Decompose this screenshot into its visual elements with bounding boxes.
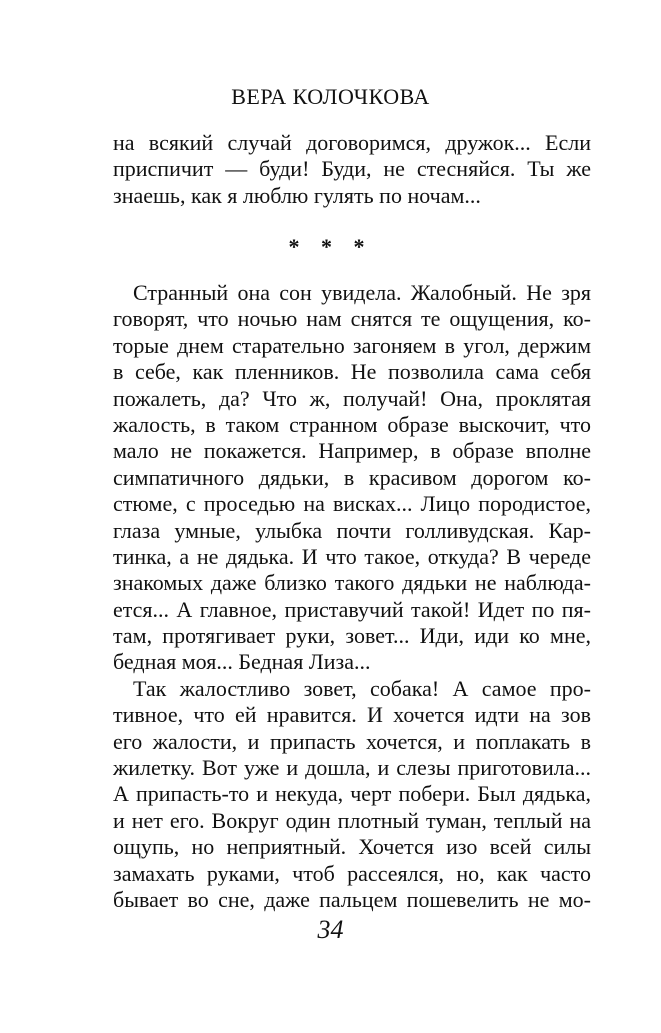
text-line: пожалеть, да? Что ж, получай! Она, проклятая xyxy=(113,385,591,411)
text-line: А припасть-то и некуда, черт побери. Был дядька, xyxy=(113,781,591,807)
text-line: бедная моя... Бедная Лиза... xyxy=(113,649,371,675)
text-line: жалость, в таком странном образе выскочит, что xyxy=(113,411,591,437)
text-line: Странный она сон увидела. Жалобный. Не зря xyxy=(133,280,591,305)
text-line: знакомых даже близко такого дядьки не наблюда- xyxy=(113,570,591,596)
body-text xyxy=(113,280,591,913)
text-line: бывает во сне, даже пальцем пошевелить не мо- xyxy=(113,886,591,912)
text-line: ощупь, но неприятный. Хочется изо всей силы xyxy=(113,834,591,860)
text-line: замахать руками, чтоб рассеялся, но, как часто xyxy=(113,860,591,886)
continued-paragraph xyxy=(113,130,591,209)
text-line: жилетку. Вот уже и дошла, и слезы приготовила... xyxy=(113,755,591,781)
section-break-asterisks: * * * xyxy=(288,234,373,259)
page-number: 34 xyxy=(317,915,344,944)
text-line: его жалости, и припасть хочется, и поплакать в xyxy=(113,728,591,754)
text-line: в себе, как пленников. Не позволила сама себя xyxy=(113,359,591,385)
text-line: глаза умные, улыбка почти голливудская. Кар- xyxy=(113,517,591,543)
text-line: и нет его. Вокруг один плотный туман, теплый на xyxy=(113,807,591,833)
text-line: приспичит — буди! Буди, не стесняйся. Ты же xyxy=(113,156,591,182)
text-line: стюме, с проседью на висках... Лицо породистое, xyxy=(113,491,591,517)
paragraph xyxy=(113,676,591,914)
text-line: мало не покажется. Например, в образе вполне xyxy=(113,438,591,464)
text-line: симпатичного дядьки, в красивом дорогом ко- xyxy=(113,464,591,490)
text-line: знаешь, как я люблю гулять по ночам... xyxy=(113,182,481,208)
text-line: ется... А главное, приставучий такой! Идет по пя- xyxy=(113,596,591,622)
text-line: торые днем старательно загоняем в угол, держим xyxy=(113,332,591,358)
text-line: тивное, что ей нравится. И хочется идти на зов xyxy=(113,702,591,728)
text-line: на всякий случай договоримся, дружок... Если xyxy=(113,130,591,155)
text-line: говорят, что ночью нам снятся те ощущения, ко- xyxy=(113,306,591,332)
paragraph xyxy=(113,280,591,676)
text-line: там, протягивает руки, зовет... Иди, иди ко мне, xyxy=(113,623,591,649)
text-line: Так жалостливо зовет, собака! А самое про- xyxy=(133,675,591,701)
running-header-title: ВЕРА КОЛОЧКОВА xyxy=(231,84,430,109)
text-line: тинка, а не дядька. И что такое, откуда? В череде xyxy=(113,543,591,569)
